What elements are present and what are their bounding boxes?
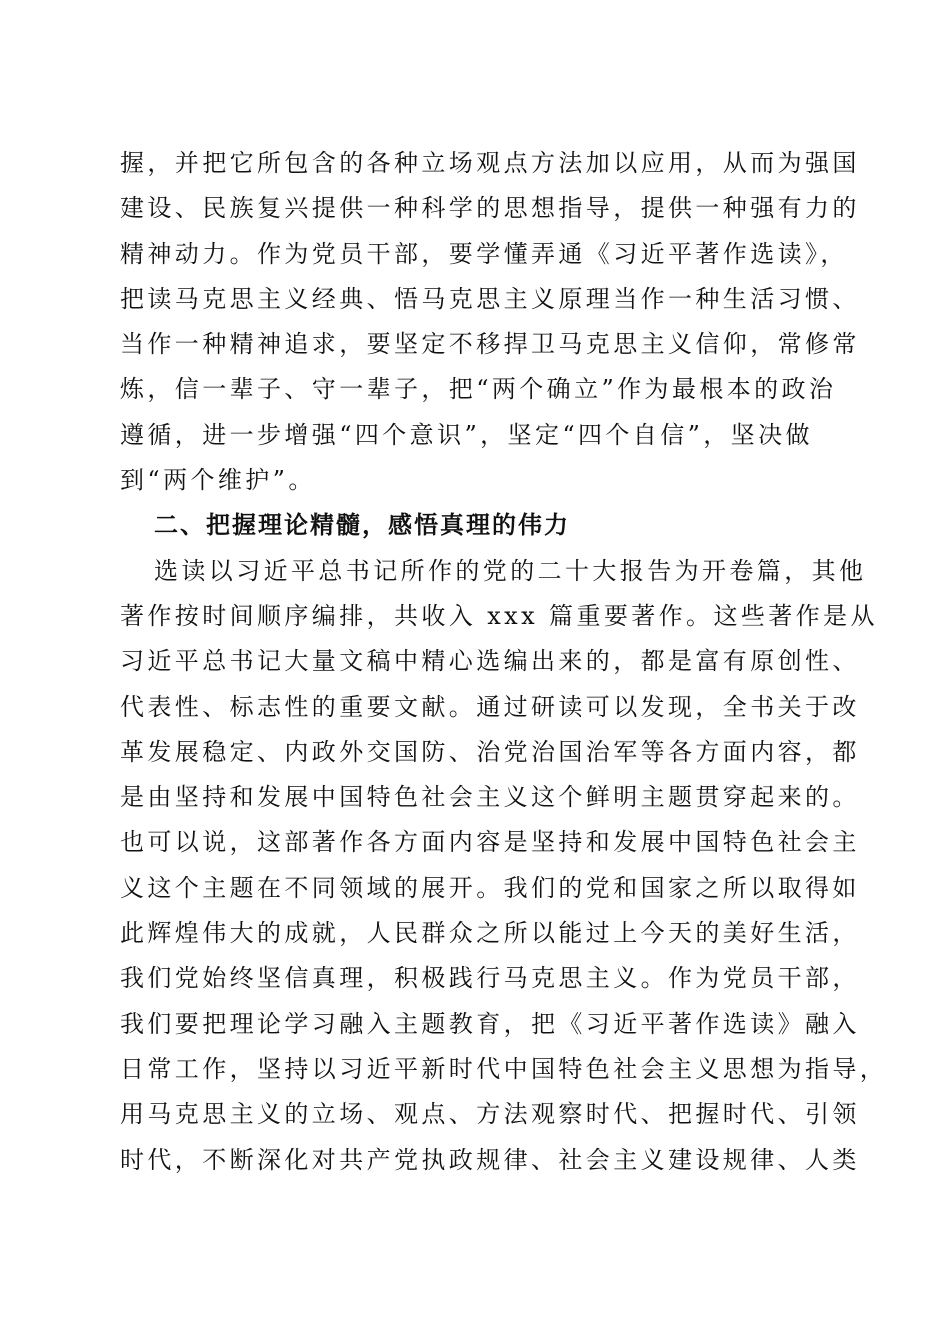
text-line: 是由坚持和发展中国特色社会主义这个鲜明主题贯穿起来的。 [120,783,860,812]
text-line: 我们要把理论学习融入主题教育，把《习近平著作选读》融入 [120,1009,860,1038]
text-line: 选读以习近平总书记所作的党的二十大报告为开卷篇，其他 [154,556,867,585]
paragraph-1 [120,141,860,503]
text-line: 时代，不断深化对共产党执政规律、社会主义建设规律、人类 [120,1145,860,1174]
section-heading: 二、把握理论精髓，感悟真理的伟力 [154,511,570,540]
text-line: 义这个主题在不同领域的展开。我们的党和国家之所以取得如 [120,873,860,902]
text-line: 此辉煌伟大的成就，人民群众之所以能过上今天的美好生活， [120,919,860,948]
text-line: 我们党始终坚信真理，积极践行马克思主义。作为党员干部， [120,964,860,993]
text-line: 建设、民族复兴提供一种科学的思想指导，提供一种强有力的 [120,194,860,223]
text-line: 握，并把它所包含的各种立场观点方法加以应用，从而为强国 [120,149,860,177]
text-line: 遵循，进一步增强“四个意识”，坚定“四个自信”，坚决做 [120,420,813,449]
text-line: 炼，信一辈子、守一辈子，把“两个确立”作为最根本的政治 [120,375,837,404]
text-line: 把读马克思主义经典、悟马克思主义原理当作一种生活习惯、 [120,284,860,313]
text-line: 革发展稳定、内政外交国防、治党治国治军等各方面内容，都 [120,737,860,766]
text-line: 日常工作，坚持以习近平新时代中国特色社会主义思想为指导， [120,1054,888,1083]
text-line: 精神动力。作为党员干部，要学懂弄通《习近平著作选读》， [120,239,848,268]
document-body [120,141,888,1183]
text-line: 代表性、标志性的重要文献。通过研读可以发现，全书关于改 [120,692,860,721]
text-line: 习近平总书记大量文稿中精心选编出来的，都是富有原创性、 [120,647,860,676]
paragraph-2 [120,549,888,1183]
text-line: 当作一种精神追求，要坚定不移捍卫马克思主义信仰，常修常 [120,330,860,359]
text-line: 著作按时间顺序编排，共收入 xxx 篇重要著作。这些著作是从 [120,601,878,630]
text-line: 到“两个维护”。 [120,466,316,495]
text-line: 也可以说，这部著作各方面内容是坚持和发展中国特色社会主 [120,828,860,857]
text-line: 用马克思主义的立场、观点、方法观察时代、把握时代、引领 [120,1100,860,1129]
